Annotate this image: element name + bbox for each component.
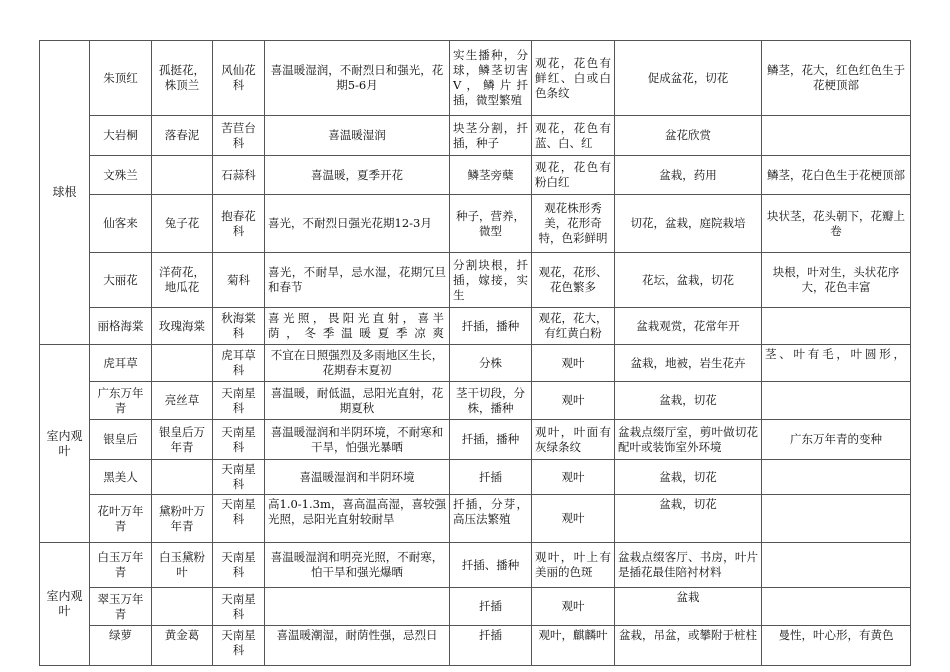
use-cell: 盆栽，地被，岩生花卉 [615, 345, 762, 382]
plant-name-cell: 朱顶红 [90, 41, 152, 116]
use-cell: 盆栽点缀客厅、书房，叶片是插花最佳陪衬材料 [615, 543, 762, 588]
propagation-cell: 块茎分割，扦插，种子 [450, 116, 532, 156]
table-row [40, 382, 911, 420]
family-cell: 石蒜科 [213, 156, 265, 195]
ornamental-cell: 观叶，叶上有美丽的色斑 [532, 543, 615, 588]
propagation-cell: 扦插，分芽，高压法繁殖 [450, 495, 532, 543]
plant-name-cell: 翠玉万年青 [90, 588, 152, 626]
propagation-cell: 扦插，播种 [450, 308, 532, 345]
habit-cell: 喜温暖，耐低温，忌阳光直射，花期夏秋 [265, 382, 450, 420]
category-cell: 球根 [40, 41, 90, 345]
table-row [40, 116, 911, 156]
alias-cell: 银皇后万年青 [152, 420, 213, 460]
table-row [40, 460, 911, 495]
alias-cell: 洋荷花，地瓜花 [152, 253, 213, 308]
plant-name-cell: 仙客来 [90, 195, 152, 253]
habit-cell [265, 588, 450, 626]
propagation-cell: 扦插 [450, 626, 532, 666]
ornamental-cell: 观花，花色有蓝、白、红 [532, 116, 615, 156]
ornamental-cell: 观花，花大，有红黄白粉 [532, 308, 615, 345]
propagation-cell: 扦插、播种 [450, 543, 532, 588]
use-cell: 盆栽，切花 [615, 495, 762, 543]
use-cell: 盆栽，切花 [615, 460, 762, 495]
ornamental-cell: 观花株形秀美，花形奇特，色彩鲜明 [532, 195, 615, 253]
family-cell: 天南星科 [213, 460, 265, 495]
feature-cell [762, 308, 911, 345]
ornamental-cell: 观花，花形、花色繁多 [532, 253, 615, 308]
table-row [40, 495, 911, 543]
alias-cell: 亮丝草 [152, 382, 213, 420]
plant-name-cell: 花叶万年青 [90, 495, 152, 543]
habit-cell: 喜光，不耐旱，忌水湿，花期冗旦和春节 [265, 253, 450, 308]
ornamental-cell: 观叶 [532, 345, 615, 382]
table-row [40, 41, 911, 116]
habit-cell: 喜光，不耐烈日强光花期12-3月 [265, 195, 450, 253]
ornamental-cell: 观叶 [532, 495, 615, 543]
alias-cell [152, 460, 213, 495]
use-cell: 盆栽点缀厅室，剪叶做切花配叶或装饰室外环境 [615, 420, 762, 460]
feature-cell: 块根，叶对生，头状花序大，花色丰富 [762, 253, 911, 308]
ornamental-cell: 观花，花色有粉白红 [532, 156, 615, 195]
ornamental-cell: 观花，花色有鲜红、白或白色条纹 [532, 41, 615, 116]
alias-cell: 玫瑰海棠 [152, 308, 213, 345]
alias-cell [152, 588, 213, 626]
category-cell: 室内观叶 [40, 543, 90, 666]
propagation-cell: 分株 [450, 345, 532, 382]
feature-cell: 鳞茎，花大，红色红色生于花梗顶部 [762, 41, 911, 116]
ornamental-cell: 观叶 [532, 588, 615, 626]
feature-cell: 广东万年青的变种 [762, 420, 911, 460]
document-page [39, 40, 910, 657]
family-cell: 风仙花科 [213, 41, 265, 116]
feature-cell: 鳞茎，花白色生于花梗顶部 [762, 156, 911, 195]
table-row [40, 195, 911, 253]
feature-cell [762, 543, 911, 588]
propagation-cell: 种子，营养，微型 [450, 195, 532, 253]
table-row [40, 588, 911, 626]
propagation-cell: 扦插，播种 [450, 420, 532, 460]
propagation-cell: 扦插 [450, 460, 532, 495]
alias-cell: 落春泥 [152, 116, 213, 156]
table-row [40, 308, 911, 345]
feature-cell [762, 116, 911, 156]
propagation-cell: 实生播种，分球，鳞茎切害V，鳞片扦插，微型繁殖 [450, 41, 532, 116]
family-cell: 天南星科 [213, 382, 265, 420]
feature-cell [762, 495, 911, 543]
use-cell: 盆栽，药用 [615, 156, 762, 195]
feature-cell [762, 382, 911, 420]
plant-name-cell: 虎耳草 [90, 345, 152, 382]
plant-name-cell: 白玉万年青 [90, 543, 152, 588]
feature-cell [762, 460, 911, 495]
habit-cell: 喜光照，畏阳光直射，喜半荫，冬季温暖夏季凉爽 [265, 308, 450, 345]
plant-name-cell: 文殊兰 [90, 156, 152, 195]
alias-cell: 黄金葛 [152, 626, 213, 666]
table-row [40, 156, 911, 195]
family-cell: 天南星科 [213, 543, 265, 588]
propagation-cell: 鳞茎旁蘖 [450, 156, 532, 195]
family-cell: 天南星科 [213, 588, 265, 626]
use-cell: 盆花欣赏 [615, 116, 762, 156]
plant-table [39, 40, 911, 666]
family-cell: 天南星科 [213, 420, 265, 460]
alias-cell: 孤挺花，株顶兰 [152, 41, 213, 116]
habit-cell: 喜温暖湿润，不耐烈日和强光，花期5-6月 [265, 41, 450, 116]
family-cell: 苦苣台科 [213, 116, 265, 156]
family-cell: 天南星科 [213, 495, 265, 543]
plant-name-cell: 广东万年青 [90, 382, 152, 420]
ornamental-cell: 观叶 [532, 382, 615, 420]
plant-name-cell: 大丽花 [90, 253, 152, 308]
plant-name-cell: 丽格海棠 [90, 308, 152, 345]
use-cell: 盆栽 [615, 588, 762, 626]
propagation-cell: 茎干切段，分株，播种 [450, 382, 532, 420]
use-cell: 促成盆花，切花 [615, 41, 762, 116]
alias-cell: 黛粉叶万年青 [152, 495, 213, 543]
propagation-cell: 分割块根，扦插，嫁接，实生 [450, 253, 532, 308]
habit-cell: 喜温暖潮湿，耐荫性强，忌烈日 [265, 626, 450, 666]
habit-cell: 喜温暖湿润和半阴环境 [265, 460, 450, 495]
family-cell: 秋海棠科 [213, 308, 265, 345]
use-cell: 切花，盆栽，庭院栽培 [615, 195, 762, 253]
family-cell: 抱春花科 [213, 195, 265, 253]
plant-name-cell: 银皇后 [90, 420, 152, 460]
feature-cell: 曼性，叶心形，有黄色 [762, 626, 911, 666]
alias-cell [152, 156, 213, 195]
alias-cell [152, 345, 213, 382]
family-cell: 虎耳草科 [213, 345, 265, 382]
habit-cell: 喜温暖，夏季开花 [265, 156, 450, 195]
habit-cell: 喜温暖湿润和明亮光照，不耐寒，怕干旱和强光爆晒 [265, 543, 450, 588]
table-row [40, 626, 911, 666]
table-row [40, 253, 911, 308]
use-cell: 盆栽，吊盆，或攀附于桩柱 [615, 626, 762, 666]
ornamental-cell: 观叶，叶面有灰绿条纹 [532, 420, 615, 460]
ornamental-cell: 观叶，麒麟叶 [532, 626, 615, 666]
habit-cell: 高1.0-1.3m，喜高温高湿，喜较强光照，忌阳光直射较耐旱 [265, 495, 450, 543]
habit-cell: 喜温暖湿润和半阴环境，不耐寒和干旱，怕强光暴晒 [265, 420, 450, 460]
category-cell: 室内观叶 [40, 345, 90, 543]
table-row [40, 345, 911, 382]
plant-name-cell: 大岩桐 [90, 116, 152, 156]
propagation-cell: 扦插 [450, 588, 532, 626]
use-cell: 盆栽观赏，花常年开 [615, 308, 762, 345]
use-cell: 花坛，盆栽，切花 [615, 253, 762, 308]
alias-cell: 兔子花 [152, 195, 213, 253]
plant-name-cell: 黑美人 [90, 460, 152, 495]
family-cell: 菊科 [213, 253, 265, 308]
plant-name-cell: 绿萝 [90, 626, 152, 666]
feature-cell [762, 588, 911, 626]
alias-cell: 白玉黛粉叶 [152, 543, 213, 588]
ornamental-cell: 观叶 [532, 460, 615, 495]
feature-cell: 块状茎，花头朝下，花瓣上卷 [762, 195, 911, 253]
table-row [40, 543, 911, 588]
habit-cell: 不宜在日照强烈及多雨地区生长，花期春末夏初 [265, 345, 450, 382]
table-row [40, 420, 911, 460]
habit-cell: 喜温暖湿润 [265, 116, 450, 156]
family-cell: 天南星科 [213, 626, 265, 666]
feature-cell: 茎、叶有毛，叶圆形， [762, 345, 911, 382]
use-cell: 盆栽，切花 [615, 382, 762, 420]
